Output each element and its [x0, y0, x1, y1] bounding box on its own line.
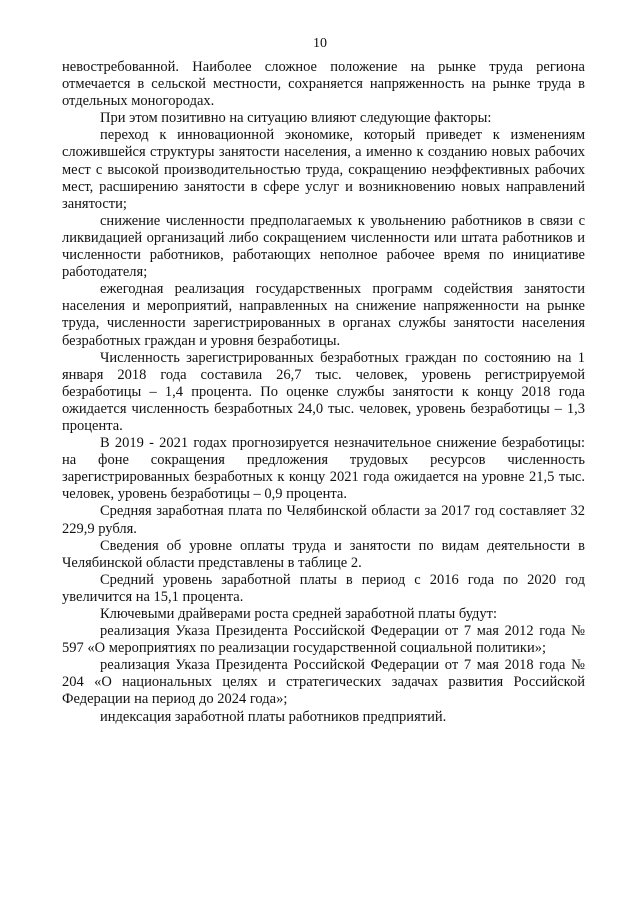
paragraph-unemployment-2018: Численность зарегистрированных безработных граждан по состоянию на 1 января 2018 года составила 26,7 тыс. человек, уровень регистрируемой безработицы – 1,4 процента. По оценке службы занятости к концу 2018 года ожидается численность безработных 24,0 тыс. человек, уровень безработицы – 1,3 процента. [62, 349, 585, 434]
paragraph-decree-597: реализация Указа Президента Российской Федерации от 7 мая 2012 года № 597 «О мероприятиях по реализации государственной социальной политики»; [62, 623, 585, 657]
paragraph-average-salary: Средняя заработная плата по Челябинской области за 2017 год составляет 32 229,9 рубля. [62, 503, 585, 537]
paragraph-factors-intro: При этом позитивно на ситуацию влияют следующие факторы: [100, 110, 492, 127]
paragraph-salary-growth: Средний уровень заработной платы в период с 2016 года по 2020 год увеличится на 15,1 процента. [62, 571, 585, 605]
paragraph-forecast-2019-2021: В 2019 - 2021 годах прогнозируется незначительное снижение безработицы: на фоне сокращения предложения трудовых ресурсов численность зарегистрированных безработных к концу 2021 года ожидается на уровне 21,5 тыс. человек, уровень безработицы – 0,9 процента. [62, 435, 585, 503]
page-number: 10 [313, 36, 327, 51]
paragraph-drivers-intro: Ключевыми драйверами роста средней заработной платы будут: [100, 606, 498, 622]
paragraph-decree-204: реализация Указа Президента Российской Федерации от 7 мая 2018 года № 204 «О национальных целях и стратегических задачах развития Российской Федерации на период до 2024 года»; [62, 657, 585, 708]
paragraph-innovation-economy: переход к инновационной экономике, который приведет к изменениям сложившейся структуры занятости населения, а именно к созданию новых рабочих мест с высокой производительностью труда, сокращению неэффективных рабочих мест, расширению занятости в сфере услуг и возникновению новых направлений занятости; [62, 127, 585, 212]
paragraph-state-programs: ежегодная реализация государственных программ содействия занятости населения и мероприятий, направленных на снижение напряженности на рынке труда, численности зарегистрированных в органах службы занятости населения безработных граждан и уровня безработицы. [62, 281, 585, 349]
paragraph-salary-indexation: индексация заработной платы работников предприятий. [100, 708, 447, 725]
paragraph-table-reference: Сведения об уровне оплаты труда и занятости по видам деятельности в Челябинской области представлены в таблице 2. [62, 537, 585, 571]
paragraph-dismissal-reduction: снижение численности предполагаемых к увольнению работников в связи с ликвидацией организаций либо сокращением численности или штата работников и численности работников, работающих неполное рабочее время по инициативе работодателя; [62, 212, 585, 281]
document-body [62, 59, 585, 726]
paragraph-continuation: невостребованной. Наиболее сложное положение на рынке труда региона отмечается в сельской местности, сохраняется напряженность на рынке труда в отдельных моногородах. [62, 59, 585, 110]
